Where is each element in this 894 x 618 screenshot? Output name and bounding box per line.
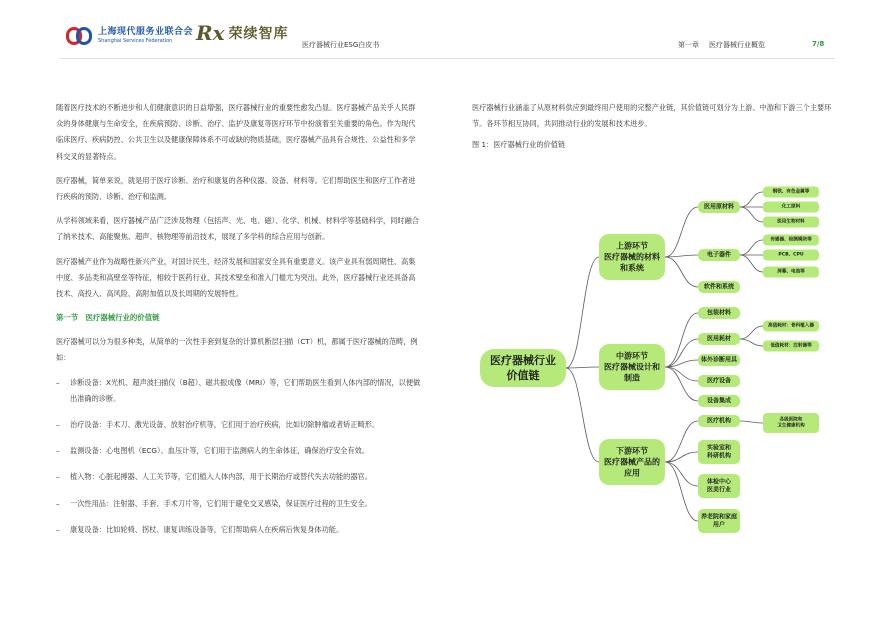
mindmap-branch-2 xyxy=(599,439,665,485)
mindmap-leaf xyxy=(763,267,819,278)
list-item: – 监测设备：心电图机（ECG）、血压计等，它们用于监测病人的生命体征，确保治疗安全有效。 xyxy=(56,446,370,456)
mindmap-node xyxy=(698,333,740,345)
chapter-title: 医疗器械行业概览 xyxy=(709,41,765,49)
mindmap-leaf-label: 钢铁、有色金属等 xyxy=(772,189,810,195)
mindmap-leaf-label: 高值耗材：骨科植入器 xyxy=(768,323,814,329)
mindmap-node-label: 医疗机构 xyxy=(706,417,732,425)
mindmap-branch-0 xyxy=(599,234,665,280)
mindmap-connector xyxy=(566,368,599,462)
mindmap-branch-0-label: 和系统 xyxy=(620,263,644,273)
mindmap-root xyxy=(480,349,566,387)
mindmap-branch-1 xyxy=(599,344,665,390)
mindmap-leaf xyxy=(763,341,819,352)
mindmap-leaf-label: 卫生健康机构 xyxy=(777,423,805,429)
figure-caption: 图 1：医疗器械行业的价值链 xyxy=(472,140,566,150)
mindmap-connector xyxy=(665,207,698,257)
mindmap-node-label: 用户 xyxy=(712,521,726,529)
mindmap-connector xyxy=(740,207,763,222)
mindmap-connector xyxy=(740,339,763,346)
mindmap-connector xyxy=(740,255,763,272)
paragraph-industry: 医疗器械产业作为战略性新兴产业，对国计民生、经济发展和国家安全具有重要意义。该产业具有弱周期性、高集中度、多品类和高壁垒等特征，相较于医药行业，其技术壁垒和准入门槛尤为突出。此外，医疗器械行业还具备高技术、高投入、高风险、高附加值以及长周期的发展特性。 xyxy=(56,256,416,299)
mindmap-leaf-label: 低值耗材：注射器等 xyxy=(770,343,812,349)
mindmap-branch-0-label: 医疗器械的材料 xyxy=(604,252,660,262)
mindmap-node-label: 电子器件 xyxy=(706,251,732,259)
mindmap-node xyxy=(698,474,740,498)
mindmap-node-label: 医疗设备 xyxy=(706,377,732,385)
mindmap-connector xyxy=(665,462,698,486)
mindmap-root-label: 价值链 xyxy=(506,369,540,383)
mindmap-leaf-label: PCB、CPU xyxy=(778,252,804,258)
mindmap-leaf xyxy=(763,217,819,228)
doc-title: 医疗器械行业ESG白皮书 xyxy=(302,41,380,49)
mindmap-connector xyxy=(740,240,763,255)
mindmap-node xyxy=(698,307,740,319)
mindmap-node xyxy=(698,249,740,261)
mindmap-leaf-label: 各级医院和 xyxy=(779,417,803,423)
mindmap-node-label: 软件和系统 xyxy=(703,283,735,291)
mindmap-leaf-label: 化工原料 xyxy=(781,204,801,210)
mindmap-leaf xyxy=(763,413,819,433)
mindmap-leaf xyxy=(763,250,819,261)
rx-logo-icon: Rx xyxy=(196,21,225,45)
mindmap-connector xyxy=(740,326,763,339)
mindmap-connector xyxy=(740,421,763,423)
mindmap-node-label: 医用耗材 xyxy=(706,335,732,343)
page-number: 7/8 xyxy=(812,40,825,48)
mindmap-node xyxy=(698,415,740,427)
mindmap-root-label: 医疗器械行业 xyxy=(490,353,556,367)
mindmap-connector xyxy=(665,257,698,287)
mindmap-connector xyxy=(665,421,698,462)
mindmap-leaf xyxy=(763,187,819,198)
mindmap-branch-2-label: 应用 xyxy=(624,468,640,478)
mindmap-leaf xyxy=(763,202,819,213)
mindmap-node-label: 医美行业 xyxy=(706,486,732,494)
paragraph-definition: 医疗器械，简单来说，就是用于医疗诊断、治疗和康复的各种仪器、设备、材料等。它们帮助医生和医疗工作者进行疾病的预防、诊断、治疗和监测。 xyxy=(56,175,416,202)
mindmap-node-label: 科研机构 xyxy=(706,452,732,460)
list-item: – 治疗设备：手术刀、激光设备、放射治疗机等，它们用于治疗疾病，比如切除肿瘤或者矫正畸形。 xyxy=(56,420,380,430)
mindmap-node-label: 体检中心 xyxy=(706,478,732,486)
mindmap-connector xyxy=(665,339,698,367)
list-item: – 康复设备：比如轮椅、拐杖、康复训练设备等，它们帮助病人在疾病后恢复身体功能。 xyxy=(56,524,344,534)
mindmap-node xyxy=(698,509,740,533)
mindmap-node-label: 体外诊断用具 xyxy=(700,356,738,364)
paragraph-intro: 随着医疗技术的不断进步和人们健康意识的日益增强，医疗器械行业的重要性愈发凸显。医疗器械产品关乎人民群众的身体健康与生命安全，在疾病预防、诊断、治疗、监护及康复等医疗环节中扮演着至关重要的角色。作为现代临床医疗、疾病防控、公共卫生以及健康保障体系不可或缺的物质基础，医疗器械产品具有合规性、公益性和多学科交叉的显著特点。 xyxy=(56,103,416,161)
mindmap-connector xyxy=(665,462,698,521)
mindmap-connector xyxy=(566,257,599,368)
mindmap-connector xyxy=(665,367,698,381)
mindmap-leaf xyxy=(763,235,819,246)
mindmap-branch-1-label: 制造 xyxy=(624,373,640,383)
mindmap-leaf xyxy=(763,321,819,332)
mindmap-connector xyxy=(740,192,763,207)
mindmap-branch-1-label: 医疗器械设计和 xyxy=(604,362,660,372)
sscf-name-en: Shanghai Services Federation xyxy=(98,38,173,44)
mindmap-node-label: 包装材料 xyxy=(706,309,732,317)
mindmap-leaf-label: 屏幕、电池等 xyxy=(777,269,805,275)
mindmap-node xyxy=(698,281,740,293)
mindmap-leaf-label: 医用生物材料 xyxy=(777,219,805,225)
mindmap-node-label: 实验室和 xyxy=(706,444,732,452)
sscf-name-cn: 上海现代服务业联合会 xyxy=(98,27,194,37)
mindmap-node-label: 养老院和家庭 xyxy=(700,513,738,521)
chapter-number: 第一章 xyxy=(678,41,699,49)
mindmap-node xyxy=(698,395,740,407)
paragraph-categories: 医疗器械可以分为很多种类，从简单的一次性手套到复杂的计算机断层扫描（CT）机，都属于医疗器械的范畴，例如： xyxy=(56,337,418,363)
section-heading: 第一节 医疗器械行业的价值链 xyxy=(56,313,160,323)
paragraph-disciplines: 从学科领域来看，医疗器械产品广泛涉及物理（包括声、光、电、磁）、化学、机械、材料学等基础科学，同时融合了纳米技术、高能聚焦、超声、核物理等前沿技术，展现了多学科的综合应用与创新。 xyxy=(56,216,419,242)
mindmap-node xyxy=(698,440,740,464)
paragraph-value-chain: 医疗器械行业涵盖了从原材料供应到最终用户使用的完整产业链，其价值链可划分为上游、中游和下游三个主要环节。各环节相互协同，共同推动行业的发展和技术进步。 xyxy=(472,103,832,129)
mindmap-node-label: 设备集成 xyxy=(706,397,732,405)
mindmap-node xyxy=(698,375,740,387)
mindmap-node-label: 医用原材料 xyxy=(703,203,735,211)
mindmap-leaf-label: 传感器、检测模块等 xyxy=(770,237,812,243)
mindmap-node xyxy=(698,354,740,366)
list-item: – 植入物：心脏起搏器、人工关节等，它们植入人体内部，用于长期治疗或替代失去功能的器官。 xyxy=(56,472,372,482)
mindmap-branch-0-label: 上游环节 xyxy=(616,241,648,251)
list-item: – 一次性用品：注射器、手套、手术刀片等，它们用于避免交叉感染，保证医疗过程的卫生安全。 xyxy=(56,498,372,508)
mindmap-branch-2-label: 医疗器械产品的 xyxy=(604,457,660,467)
mindmap-node xyxy=(698,201,740,213)
list-item: – 诊断设备：X光机、超声波扫描仪（B超）、磁共振成像（MRI）等，它们帮助医生看到人体内部的情况，以便做出准确的诊断。 xyxy=(56,377,421,403)
mindmap-branch-2-label: 下游环节 xyxy=(616,446,648,456)
rx-name: 荣续智库 xyxy=(228,26,289,42)
mindmap-branch-1-label: 中游环节 xyxy=(616,351,648,361)
mindmap-connector xyxy=(566,367,599,368)
mindmap-connector xyxy=(665,367,698,401)
